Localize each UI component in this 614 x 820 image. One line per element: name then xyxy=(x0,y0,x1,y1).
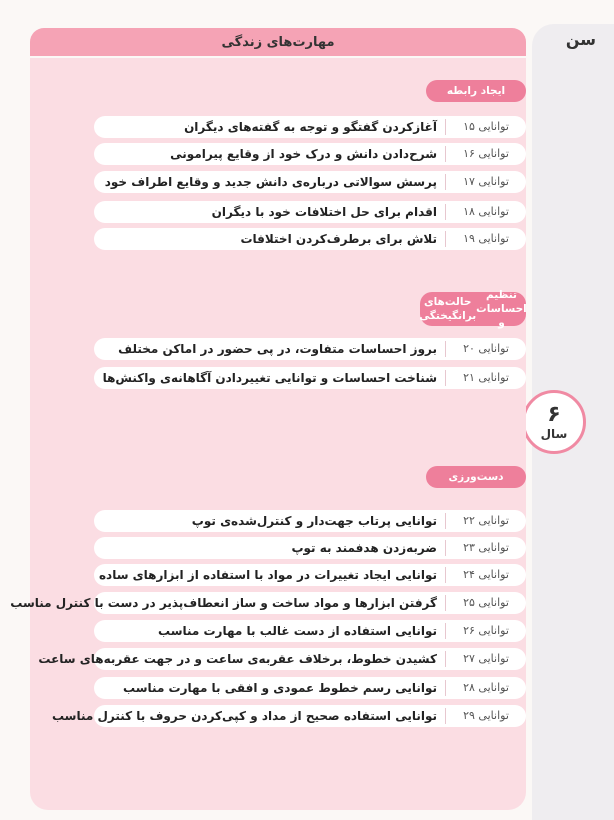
skill-text: توانایی رسم خطوط عمودی و افقی با مهارت مناسب xyxy=(123,681,437,695)
page-header xyxy=(30,28,526,56)
section-label-manipulation: دست‌ورزی xyxy=(426,466,526,488)
table-row xyxy=(10,592,526,614)
table-row xyxy=(94,201,526,223)
page-title: مهارت‌های زندگی xyxy=(221,34,335,50)
skill-number: توانایی ۱۶ xyxy=(445,146,526,162)
table-row xyxy=(94,537,526,559)
section-label-relationship: ایجاد رابطه xyxy=(426,80,526,102)
table-row xyxy=(94,510,526,532)
skill-number: توانایی ۲۵ xyxy=(445,595,526,611)
skill-text: توانایی استفاده صحیح از مداد و کپی‌کردن حروف با کنترل مناسب xyxy=(51,709,437,723)
table-row xyxy=(38,648,526,670)
section-label-line: تنظیم احساسات و xyxy=(476,288,527,330)
skill-text: شناخت احساسات و توانایی تغییردادن آگاهانه‌ی واکنش‌ها xyxy=(102,371,437,385)
skill-number: توانایی ۲۰ xyxy=(445,341,526,357)
skill-text: توانایی ایجاد تغییرات در مواد با استفاده از ابزارهای ساده xyxy=(98,568,437,582)
section-label-emotion-regulation xyxy=(419,288,527,330)
table-row xyxy=(51,705,526,727)
skill-number: توانایی ۲۲ xyxy=(445,513,526,529)
skill-number: توانایی ۱۸ xyxy=(445,204,526,220)
skill-text: بروز احساسات متفاوت، در پی حضور در اماکن مختلف xyxy=(118,342,437,356)
table-row xyxy=(94,171,526,193)
table-row xyxy=(94,564,526,586)
skill-text: گرفتن ابزارها و مواد ساخت و ساز انعطاف‌پذیر در دست با کنترل مناسب xyxy=(10,596,437,610)
age-badge xyxy=(522,390,586,454)
skill-number: توانایی ۱۹ xyxy=(445,231,526,247)
table-row xyxy=(94,677,526,699)
skill-number: توانایی ۱۷ xyxy=(445,174,526,190)
skill-text: تلاش برای برطرف‌کردن اختلافات xyxy=(240,232,437,246)
skill-number: توانایی ۲۷ xyxy=(445,651,526,667)
table-row xyxy=(94,367,526,389)
skill-text: پرسش سوالاتی درباره‌ی دانش جدید و وقایع اطراف خود xyxy=(104,175,437,189)
age-column-title: سن xyxy=(565,30,596,49)
table-row xyxy=(94,620,526,642)
skill-number: توانایی ۲۴ xyxy=(445,567,526,583)
table-row xyxy=(94,228,526,250)
skill-text: توانایی پرتاب جهت‌دار و کنترل‌شده‌ی توپ xyxy=(191,514,437,528)
skill-number: توانایی ۲۶ xyxy=(445,623,526,639)
skill-text: آغازکردن گفتگو و توجه به گفته‌های دیگران xyxy=(184,120,437,134)
skill-text: کشیدن خطوط، برخلاف عقربه‌ی ساعت و در جهت عقربه‌های ساعت xyxy=(38,652,437,666)
table-row xyxy=(94,143,526,165)
age-unit: سال xyxy=(540,427,568,441)
skill-number: توانایی ۱۵ xyxy=(445,119,526,135)
skill-number: توانایی ۲۳ xyxy=(445,540,526,556)
skill-text: شرح‌دادن دانش و درک خود از وقایع پیرامونی xyxy=(170,147,437,161)
skill-number: توانایی ۲۸ xyxy=(445,680,526,696)
table-row xyxy=(94,338,526,360)
section-label-line: حالت‌های برانگیختگی xyxy=(419,295,477,322)
skill-number: توانایی ۲۹ xyxy=(445,708,526,724)
skill-text: توانایی استفاده از دست غالب با مهارت مناسب xyxy=(157,624,437,638)
skill-text: اقدام برای حل اختلافات خود با دیگران xyxy=(211,205,437,219)
skill-text: ضربه‌زدن هدفمند به توپ xyxy=(291,541,437,555)
table-row xyxy=(94,116,526,138)
skill-number: توانایی ۲۱ xyxy=(445,370,526,386)
age-number: ۶ xyxy=(547,402,561,427)
